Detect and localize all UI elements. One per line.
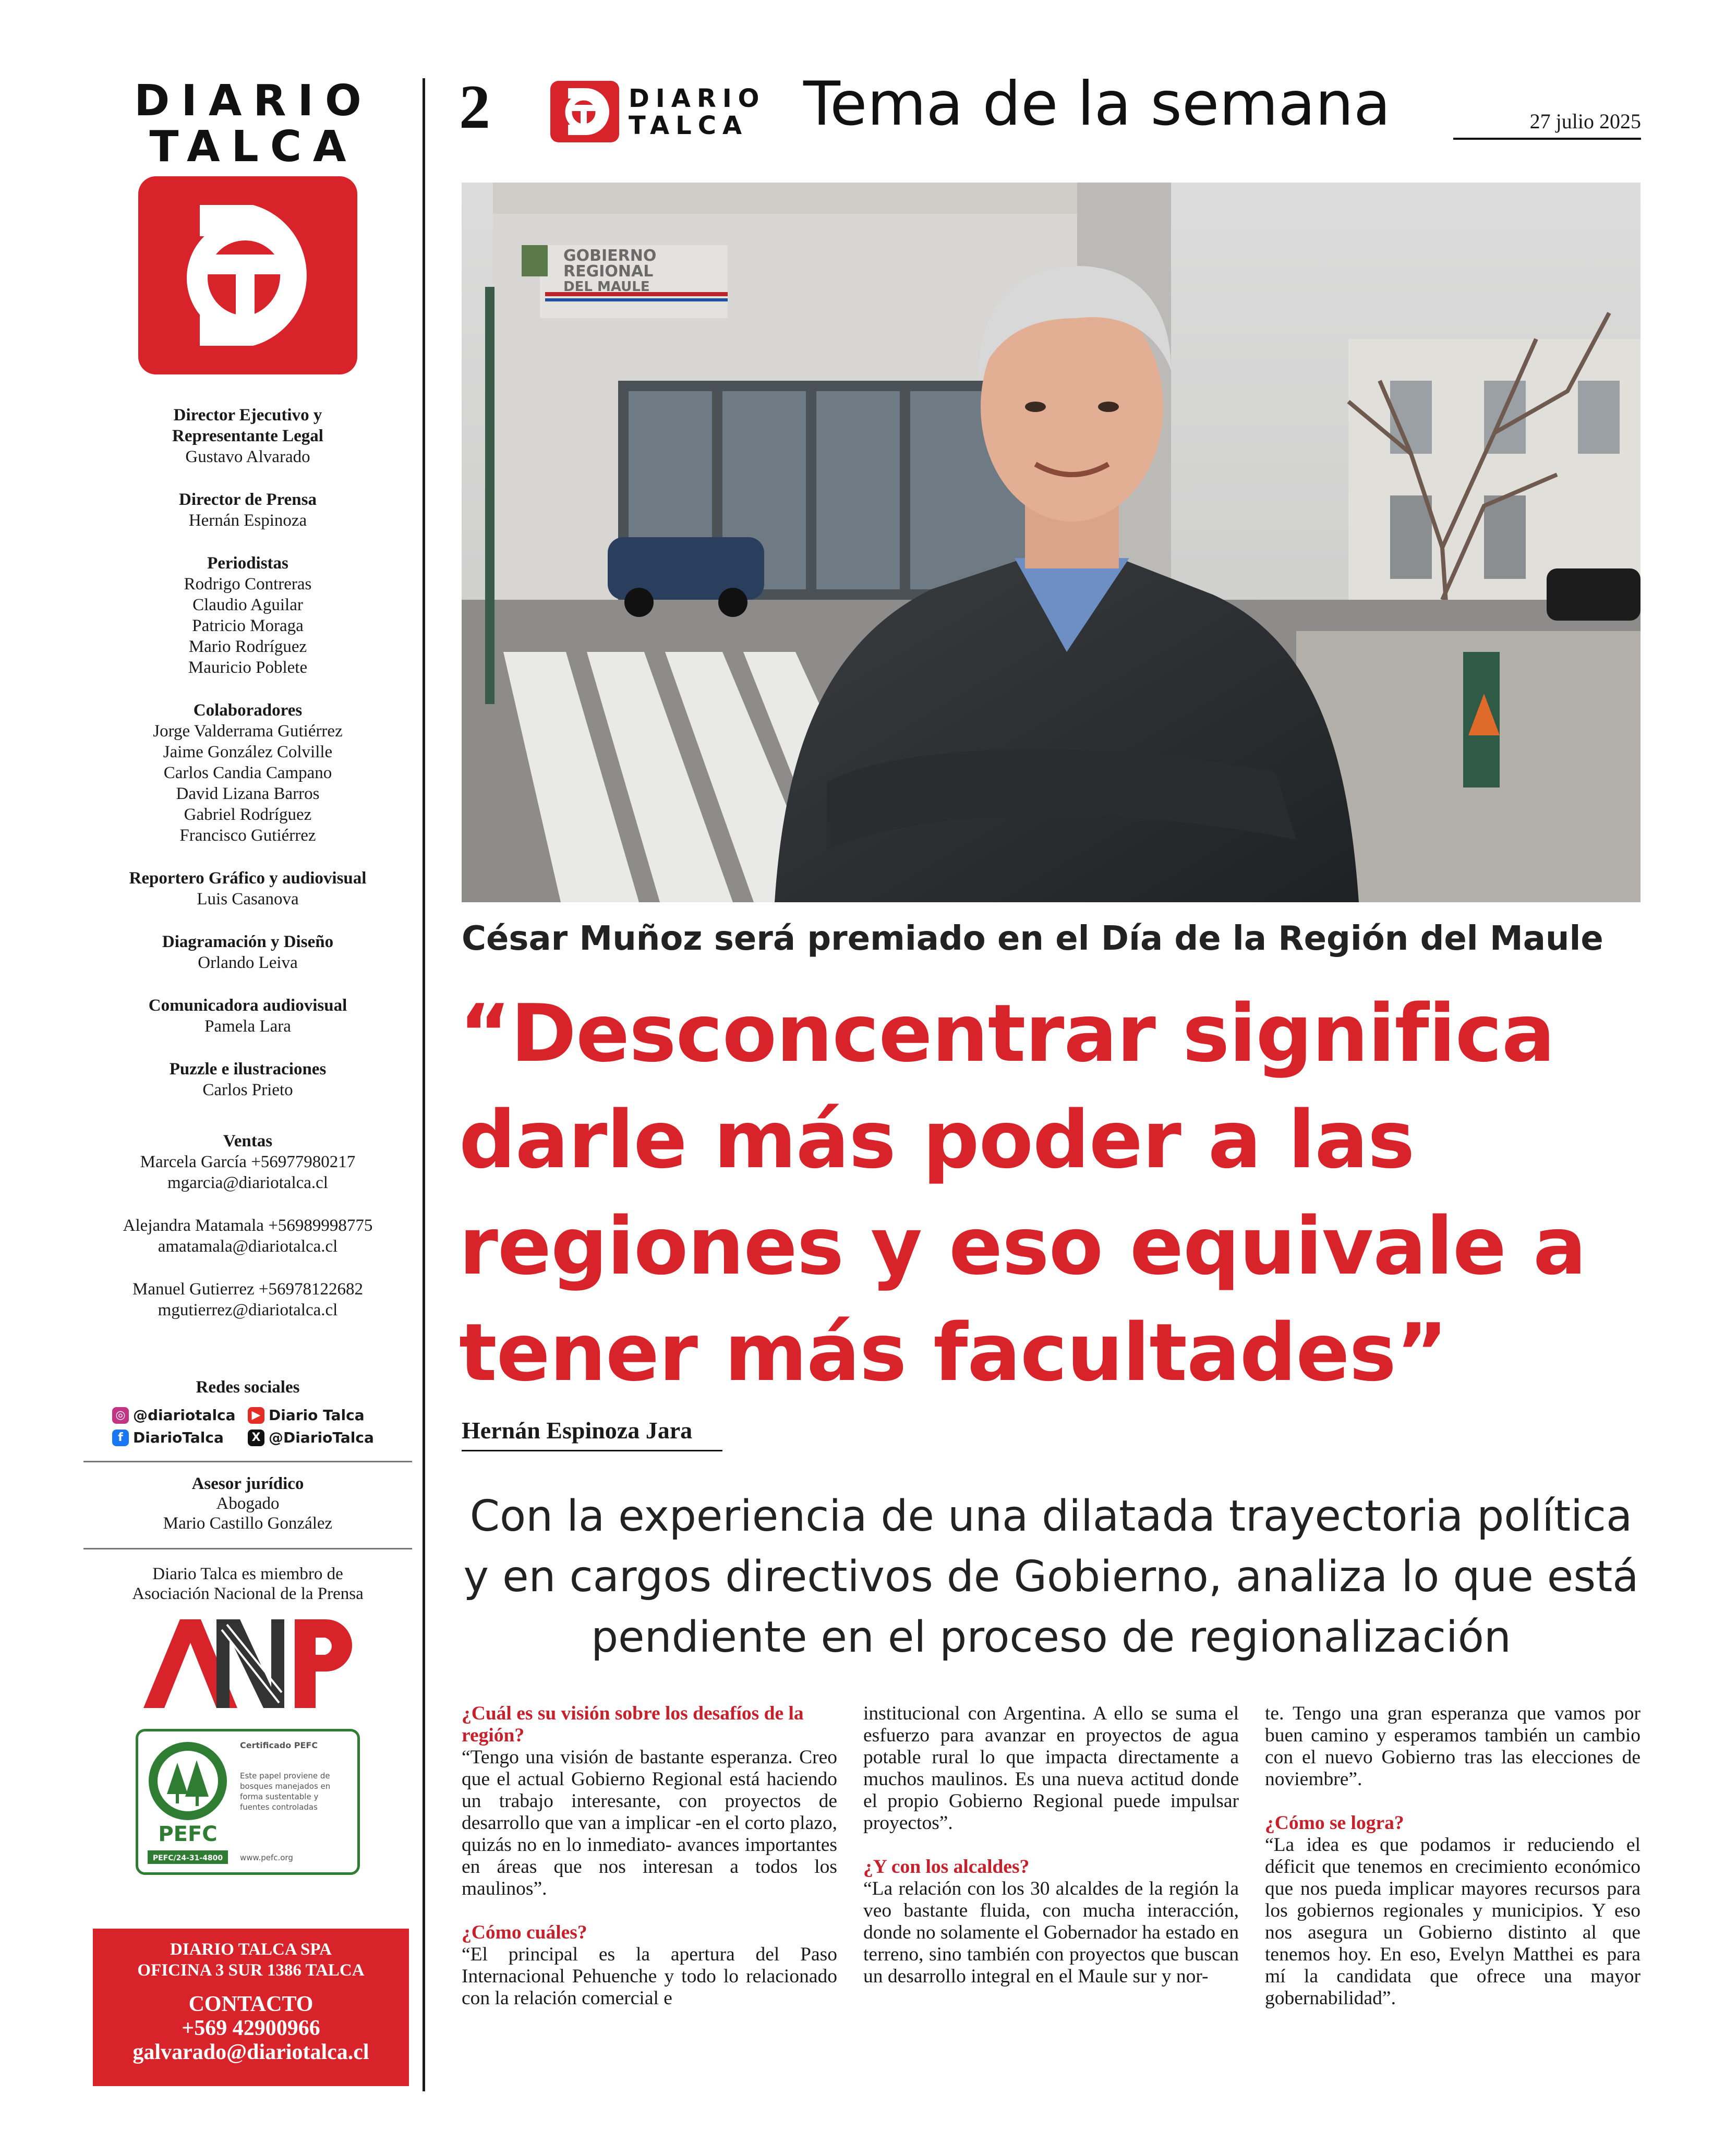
staff-role: Puzzle e ilustraciones: [169, 1060, 327, 1079]
article-column-3: [1265, 1703, 1640, 2009]
anp-logo: [138, 1614, 357, 1713]
social-x[interactable]: [248, 1429, 383, 1446]
interview-question: ¿Cómo cuáles?: [462, 1922, 587, 1943]
staff-name: Patricio Moraga: [192, 616, 304, 635]
diario-talca-logo: [138, 176, 357, 374]
divider: [83, 1548, 412, 1549]
interview-answer: te. Tengo una gran esperanza que vamos por buen camino y esperamos también un cambio con el nuevo Gobierno tras las elecciones de noviembre”.: [1265, 1703, 1640, 1790]
staff-group: [83, 1059, 412, 1100]
article-deck: Con la experiencia de una dilatada trayectoria política y en cargos directivos de Gobierno, analiza lo que está pendiente en el proceso de regionalización: [463, 1492, 1639, 1662]
company-address: OFICINA 3 SUR 1386 TALCA: [137, 1961, 365, 1980]
staff-name: Francisco Gutiérrez: [179, 826, 316, 845]
header-logo-text: [629, 85, 765, 139]
social-facebook-handle: DiarioTalca: [133, 1429, 224, 1446]
pefc-code: PEFC/24-31-4800: [152, 1854, 223, 1862]
legal-name: Mario Castillo González: [163, 1514, 333, 1533]
membership-line1: Diario Talca es miembro de: [152, 1565, 343, 1583]
staff-name: Pamela Lara: [204, 1017, 291, 1036]
legal-title: Abogado: [216, 1494, 280, 1513]
sales-contact-name: Marcela García +56977980217: [140, 1153, 356, 1171]
interview-answer: institucional con Argentina. A ello se suma el esfuerzo para avanzar en proyectos de agua potable rural lo que impacta directamente a muchos maulinos. Es una nueva actitud donde el propio Gobierno Regional puede impulsar proyectos”.: [863, 1703, 1239, 1834]
article-photo: [462, 183, 1640, 902]
interview-question: ¿Y con los alcaldes?: [863, 1856, 1030, 1878]
staff-group: [83, 405, 412, 467]
interview-answer: “La idea es que podamos ir reduciendo el déficit que tenemos en crecimiento económico que nos pueda implicar mayores recursos para los gobiernos regionales y municipios. Y eso nos asegura un Gobierno distinto al que tenemos hoy. En eso, Evelyn Matthei es para mí la candidata que ofrece una mayor gobernabilidad”.: [1265, 1834, 1640, 2009]
masthead-line2: TALCA: [149, 122, 358, 172]
staff-list: [83, 405, 412, 1100]
header-logo-line1: DIARIO: [629, 84, 766, 113]
issue-date: 27 julio 2025: [1529, 110, 1641, 133]
staff-name: Jaime González Colville: [163, 743, 333, 761]
pefc-certification: [136, 1729, 360, 1875]
legal-advisor: [83, 1474, 412, 1533]
facebook-icon: f: [112, 1430, 129, 1446]
staff-group: [83, 995, 412, 1037]
social-instagram[interactable]: [112, 1407, 248, 1424]
article-headline: “Desconcentrar significa darle más poder a las regiones y eso equivale a tener más facultades”: [459, 987, 1586, 1399]
byline-rule: [462, 1450, 722, 1451]
portrait-photo-illustration: [462, 183, 1640, 902]
contact-box: [93, 1929, 409, 2086]
masthead-line1: DIARIO: [134, 76, 373, 126]
staff-name: Claudio Aguilar: [192, 596, 303, 614]
dt-small-logo-icon: [550, 81, 619, 142]
section-title: Tema de la semana: [803, 69, 1391, 139]
social-heading: Redes sociales: [196, 1378, 300, 1397]
anp-logo-icon: [138, 1614, 357, 1713]
company-name: DIARIO TALCA SPA: [170, 1940, 332, 1959]
header-logo-mark: [550, 81, 619, 142]
instagram-icon: ◎: [112, 1407, 129, 1424]
x-icon: X: [248, 1430, 264, 1446]
interview-answer: “La relación con los 30 alcaldes de la región la veo bastante fluida, con mucha interacción, donde no solamente el Gobernador ha estado en terreno, sino también con proyectos que buscan un desarrollo integral en el Maule sur y nor-: [863, 1878, 1239, 1987]
date-rule: [1453, 138, 1641, 140]
sales-contact-email[interactable]: mgarcia@diariotalca.cl: [167, 1173, 328, 1192]
article-kicker: César Muñoz será premiado en el Día de la Región del Maule: [462, 919, 1603, 958]
staff-group: [83, 553, 412, 678]
sales-section: [83, 1131, 412, 1321]
pefc-logo-text: PEFC: [158, 1822, 218, 1846]
sales-contact: [83, 1152, 412, 1193]
membership-line2: Asociación Nacional de la Prensa: [132, 1584, 364, 1603]
pefc-text4: fuentes controladas: [240, 1802, 318, 1812]
interview-answer: “Tengo una visión de bastante esperanza. Creo que el actual Gobierno Regional está haciendo un trabajo interesante, con proyectos de desarrollo que van a implicar -en el corto plazo, quizás no en lo inmediato- avances importantes en áreas que nos interesan a todos los maulinos”.: [462, 1747, 837, 1899]
interview-question: ¿Cómo se logra?: [1265, 1812, 1404, 1834]
pefc-text1: Este papel proviene de: [240, 1771, 330, 1780]
staff-group: [83, 489, 412, 531]
header-logo: [550, 81, 764, 143]
column-divider: [423, 78, 425, 2091]
staff-name: David Lizana Barros: [176, 784, 320, 803]
social-links: [112, 1407, 383, 1446]
membership-note: [83, 1564, 412, 1604]
interview-answer: “El principal es la apertura del Paso Internacional Pehuenche y todo lo relacionado con la relación comercial e: [462, 1944, 837, 2009]
staff-name: Mauricio Poblete: [188, 658, 308, 677]
pefc-text3: forma sustentable y: [240, 1792, 319, 1801]
staff-name: Jorge Valderrama Gutiérrez: [153, 722, 343, 741]
sales-contact-name: Manuel Gutierrez +56978122682: [132, 1280, 363, 1299]
building-sign-line3: DEL MAULE: [563, 279, 650, 295]
dt-logo-icon: [138, 176, 357, 374]
contact-title: CONTACTO: [188, 1992, 313, 2016]
article-byline: Hernán Espinoza Jara: [462, 1417, 693, 1444]
staff-role: Representante Legal: [172, 427, 323, 445]
staff-group: [83, 868, 412, 910]
staff-role: Comunicadora audiovisual: [148, 996, 347, 1015]
interview-question: ¿Cuál es su visión sobre los desafíos de la región?: [462, 1703, 804, 1746]
sales-contact-email[interactable]: amatamala@diariotalca.cl: [158, 1237, 338, 1256]
building-sign-line2: REGIONAL: [563, 262, 654, 281]
staff-name: Gustavo Alvarado: [185, 447, 310, 466]
legal-role: Asesor jurídico: [191, 1474, 304, 1493]
sales-contact-name: Alejandra Matamala +56989998775: [123, 1216, 373, 1235]
staff-role: Director de Prensa: [179, 490, 317, 509]
social-youtube-handle: Diario Talca: [269, 1407, 365, 1424]
contact-phone[interactable]: +569 42900966: [182, 2016, 320, 2040]
social-x-handle: @DiarioTalca: [269, 1429, 374, 1446]
sales-contact: [83, 1215, 412, 1257]
sales-contact-email[interactable]: mgutierrez@diariotalca.cl: [158, 1301, 338, 1319]
staff-name: Mario Rodríguez: [188, 637, 307, 656]
masthead-title: [95, 78, 412, 170]
staff-name: Hernán Espinoza: [188, 511, 307, 530]
staff-name: Carlos Candia Campano: [163, 764, 332, 782]
staff-name: Rodrigo Contreras: [184, 575, 312, 593]
sidebar: [83, 78, 412, 2091]
staff-name: Gabriel Rodríguez: [184, 805, 312, 824]
pefc-logo-icon: [138, 1731, 357, 1872]
staff-group: [83, 700, 412, 846]
divider: [83, 1461, 412, 1462]
staff-name: Carlos Prieto: [202, 1081, 293, 1099]
pefc-url: www.pefc.org: [240, 1853, 293, 1862]
staff-role: Director Ejecutivo y: [173, 406, 322, 425]
social-instagram-handle: @diariotalca: [133, 1407, 236, 1424]
sales-heading: Ventas: [223, 1132, 273, 1150]
sales-contact: [83, 1279, 412, 1321]
pefc-text2: bosques manejados en: [240, 1782, 331, 1791]
staff-role: Colaboradores: [193, 701, 303, 720]
page-number: 2: [459, 72, 490, 141]
staff-name: Orlando Leiva: [198, 953, 298, 972]
pefc-certified: Certificado PEFC: [240, 1740, 318, 1750]
social-facebook[interactable]: [112, 1429, 248, 1446]
staff-group: [83, 931, 412, 973]
building-sign-line1: GOBIERNO: [563, 247, 657, 265]
staff-role: Reportero Gráfico y audiovisual: [129, 869, 367, 888]
social-youtube[interactable]: [248, 1407, 383, 1424]
staff-name: Luis Casanova: [197, 890, 299, 909]
youtube-icon: ▶: [248, 1407, 264, 1424]
contact-email[interactable]: galvarado@diariotalca.cl: [132, 2040, 369, 2064]
staff-role: Periodistas: [207, 554, 288, 573]
article-column-1: [462, 1703, 837, 2009]
staff-role: Diagramación y Diseño: [162, 932, 334, 951]
header-logo-line2: TALCA: [629, 111, 749, 140]
article-column-2: [863, 1703, 1239, 1988]
